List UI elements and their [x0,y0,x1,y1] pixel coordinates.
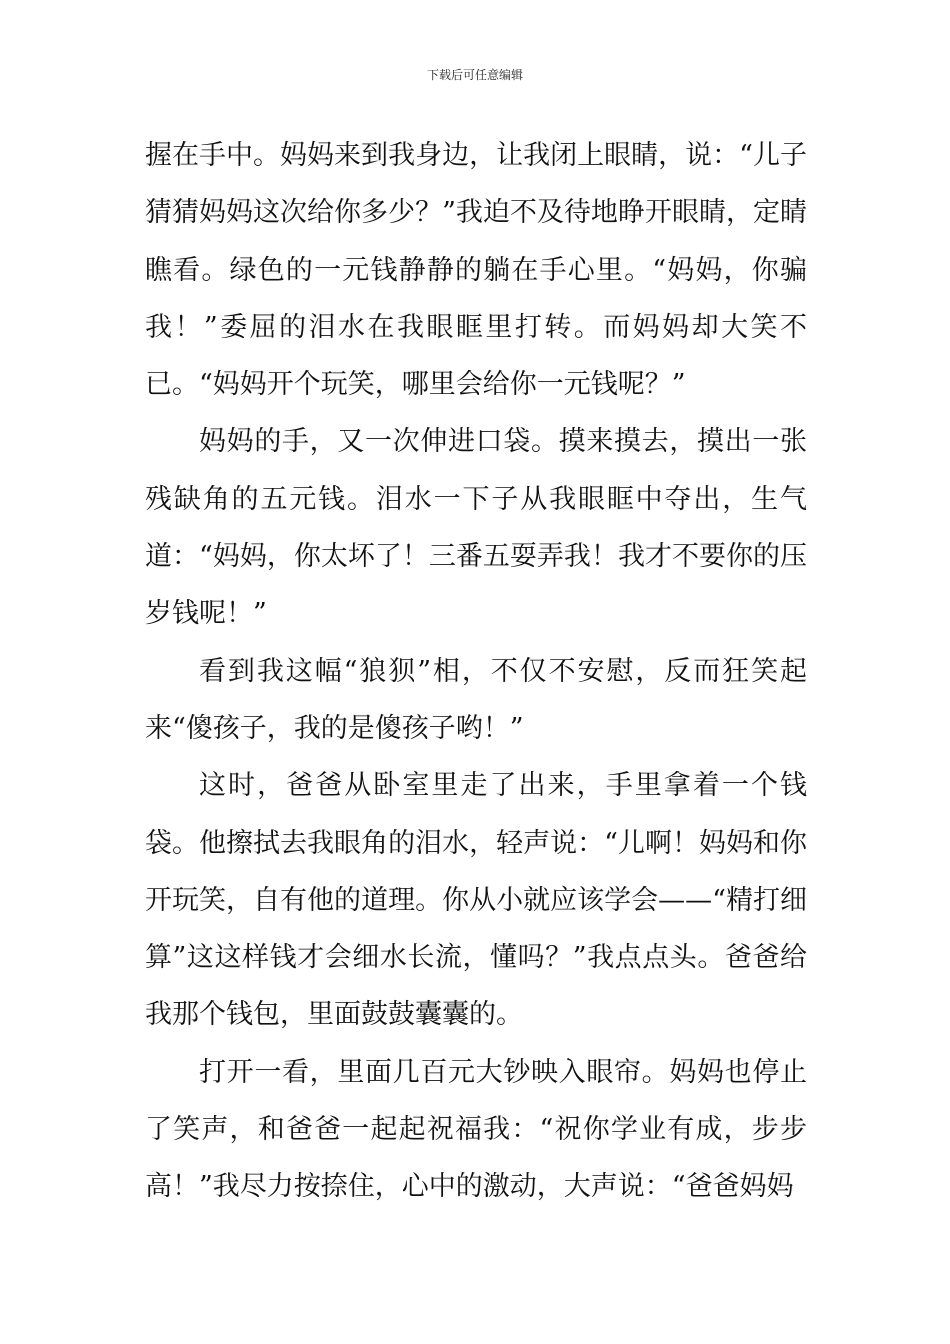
paragraph: 妈妈的手，又一次伸进口袋。摸来摸去，摸出一张残缺角的五元钱。泪水一下子从我眼眶中夺出，生气道：“妈妈，你太坏了！三番五耍弄我！我才不要你的压岁钱呢！” [145,426,807,630]
paragraph: 打开一看，里面几百元大钞映入眼帘。妈妈也停止了笑声，和爸爸一起起祝福我：“祝你学业有成，步步高！”我尽力按捺住，心中的激动，大声说：“爸爸妈妈 [145,1056,807,1203]
paragraph: 握在手中。妈妈来到我身边，让我闭上眼睛，说：“儿子猜猜妈妈这次给你多少？”我迫不及待地睁开眼睛，定睛瞧看。绿色的一元钱静静的躺在手心里。“妈妈，你骗我！”委屈的泪水在我眼眶里打转。而妈妈却大笑不已。“妈妈开个玩笑，哪里会给你一元钱呢？” [145,140,807,401]
paragraph: 看到我这幅“狼狈”相，不仅不安慰，反而狂笑起来“傻孩子，我的是傻孩子哟！” [145,655,807,744]
page-header: 下载后可任意编辑 [426,68,523,82]
document-body [145,127,807,1216]
paragraph: 这时，爸爸从卧室里走了出来，手里拿着一个钱袋。他擦拭去我眼角的泪水，轻声说：“儿啊！妈妈和你开玩笑，自有他的道理。你从小就应该学会——“精打细算”这这样钱才会细水长流，懂吗？”我点点头。爸爸给我那个钱包，里面鼓鼓囊囊的。 [145,770,807,1031]
